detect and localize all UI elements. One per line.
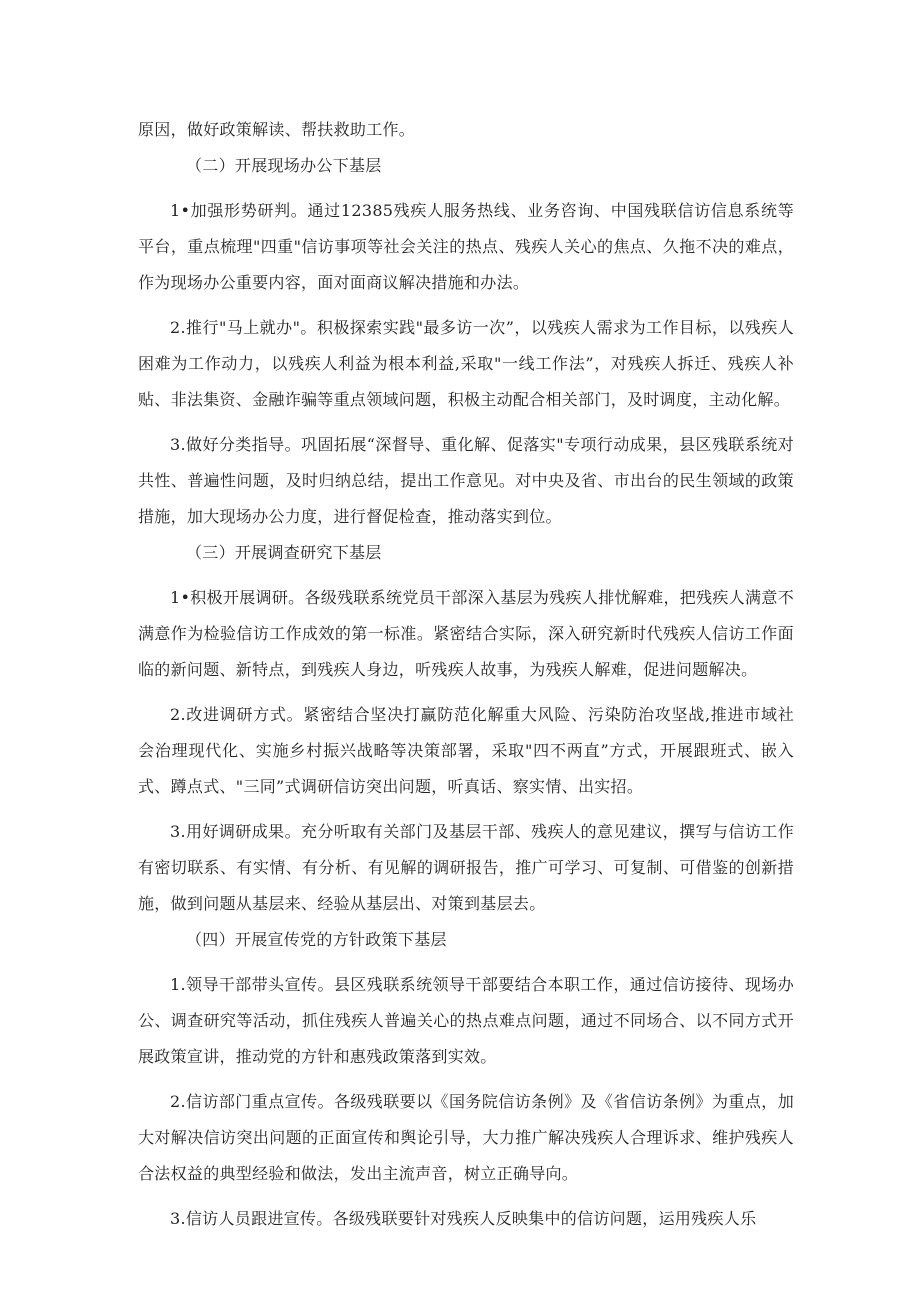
paragraph-2-2: 2.推行"马上就办"。积极探索实践"最多访一次”，以残疾人需求为工作目标，以残疾人困难为工作动力，以残疾人利益为根本利益,采取"一线工作法”，对残疾人拆迁、残疾人补贴、非法集资、金融诈骗等重点领域问题，积极主动配合相关部门，及时调度，主动化解。 xyxy=(138,318,794,409)
paragraph-3-1: 1•积极开展调研。各级残联系统党员干部深入基层为残疾人排忧解难，把残疾人满意不满意作为检验信访工作成效的第一标准。紧密结合实际，深入研究新时代残疾人信访工作面临的新问题、新特点，到残疾人身边，听残疾人故事，为残疾人解难，促进问题解决。 xyxy=(138,588,794,679)
paragraph-4-3: 3.信访人员跟进宣传。各级残联要针对残疾人反映集中的信访问题，运用残疾人乐 xyxy=(170,1209,757,1228)
section-heading-2: （二）开展现场办公下基层 xyxy=(186,156,382,175)
paragraph-3-2: 2.改进调研方式。紧密结合坚决打赢防范化解重大风险、污染防治攻坚战,推进市域社会治理现代化、实施乡村振兴战略等决策部署，采取"四不两直”方式，开展跟班式、嵌入式、蹲点式、"三同”式调研信访突出问题，听真话、察实情、出实招。 xyxy=(138,705,794,796)
paragraph-2-3: 3.做好分类指导。巩固拓展“深督导、重化解、促落实"专项行动成果，县区残联系统对共性、普遍性问题，及时归纳总结，提出工作意见。对中央及省、市出台的民生领域的政策措施，加大现场办公力度，进行督促检查，推动落实到位。 xyxy=(138,435,794,526)
paragraph-continued: 原因，做好政策解读、帮扶救助工作。 xyxy=(138,120,416,139)
section-heading-3: （三）开展调查研究下基层 xyxy=(186,543,382,562)
paragraph-2-1: 1•加强形势研判。通过12385残疾人服务热线、业务咨询、中国残联信访信息系统等平台，重点梳理"四重"信访事项等社会关注的热点、残疾人关心的焦点、久拖不决的难点，作为现场办公重要内容，面对面商议解决措施和办法。 xyxy=(138,201,794,292)
document-body xyxy=(138,112,794,1237)
paragraph-4-2: 2.信访部门重点宣传。各级残联要以《国务院信访条例》及《省信访条例》为重点，加大对解决信访突出问题的正面宣传和舆论引导，大力推广解决残疾人合理诉求、维护残疾人合法权益的典型经验和做法，发出主流声音，树立正确导向。 xyxy=(138,1092,794,1183)
section-heading-4: （四）开展宣传党的方针政策下基层 xyxy=(186,930,447,949)
paragraph-4-1: 1.领导干部带头宣传。县区残联系统领导干部要结合本职工作，通过信访接待、现场办公、调查研究等活动，抓住残疾人普遍关心的热点难点问题，通过不同场合、以不同方式开展政策宣讲，推动党的方针和惠残政策落到实效。 xyxy=(138,975,794,1066)
paragraph-3-3: 3.用好调研成果。充分听取有关部门及基层干部、残疾人的意见建议，撰写与信访工作有密切联系、有实情、有分析、有见解的调研报告，推广可学习、可复制、可借鉴的创新措施，做到问题从基层来、经验从基层出、对策到基层去。 xyxy=(138,822,794,913)
